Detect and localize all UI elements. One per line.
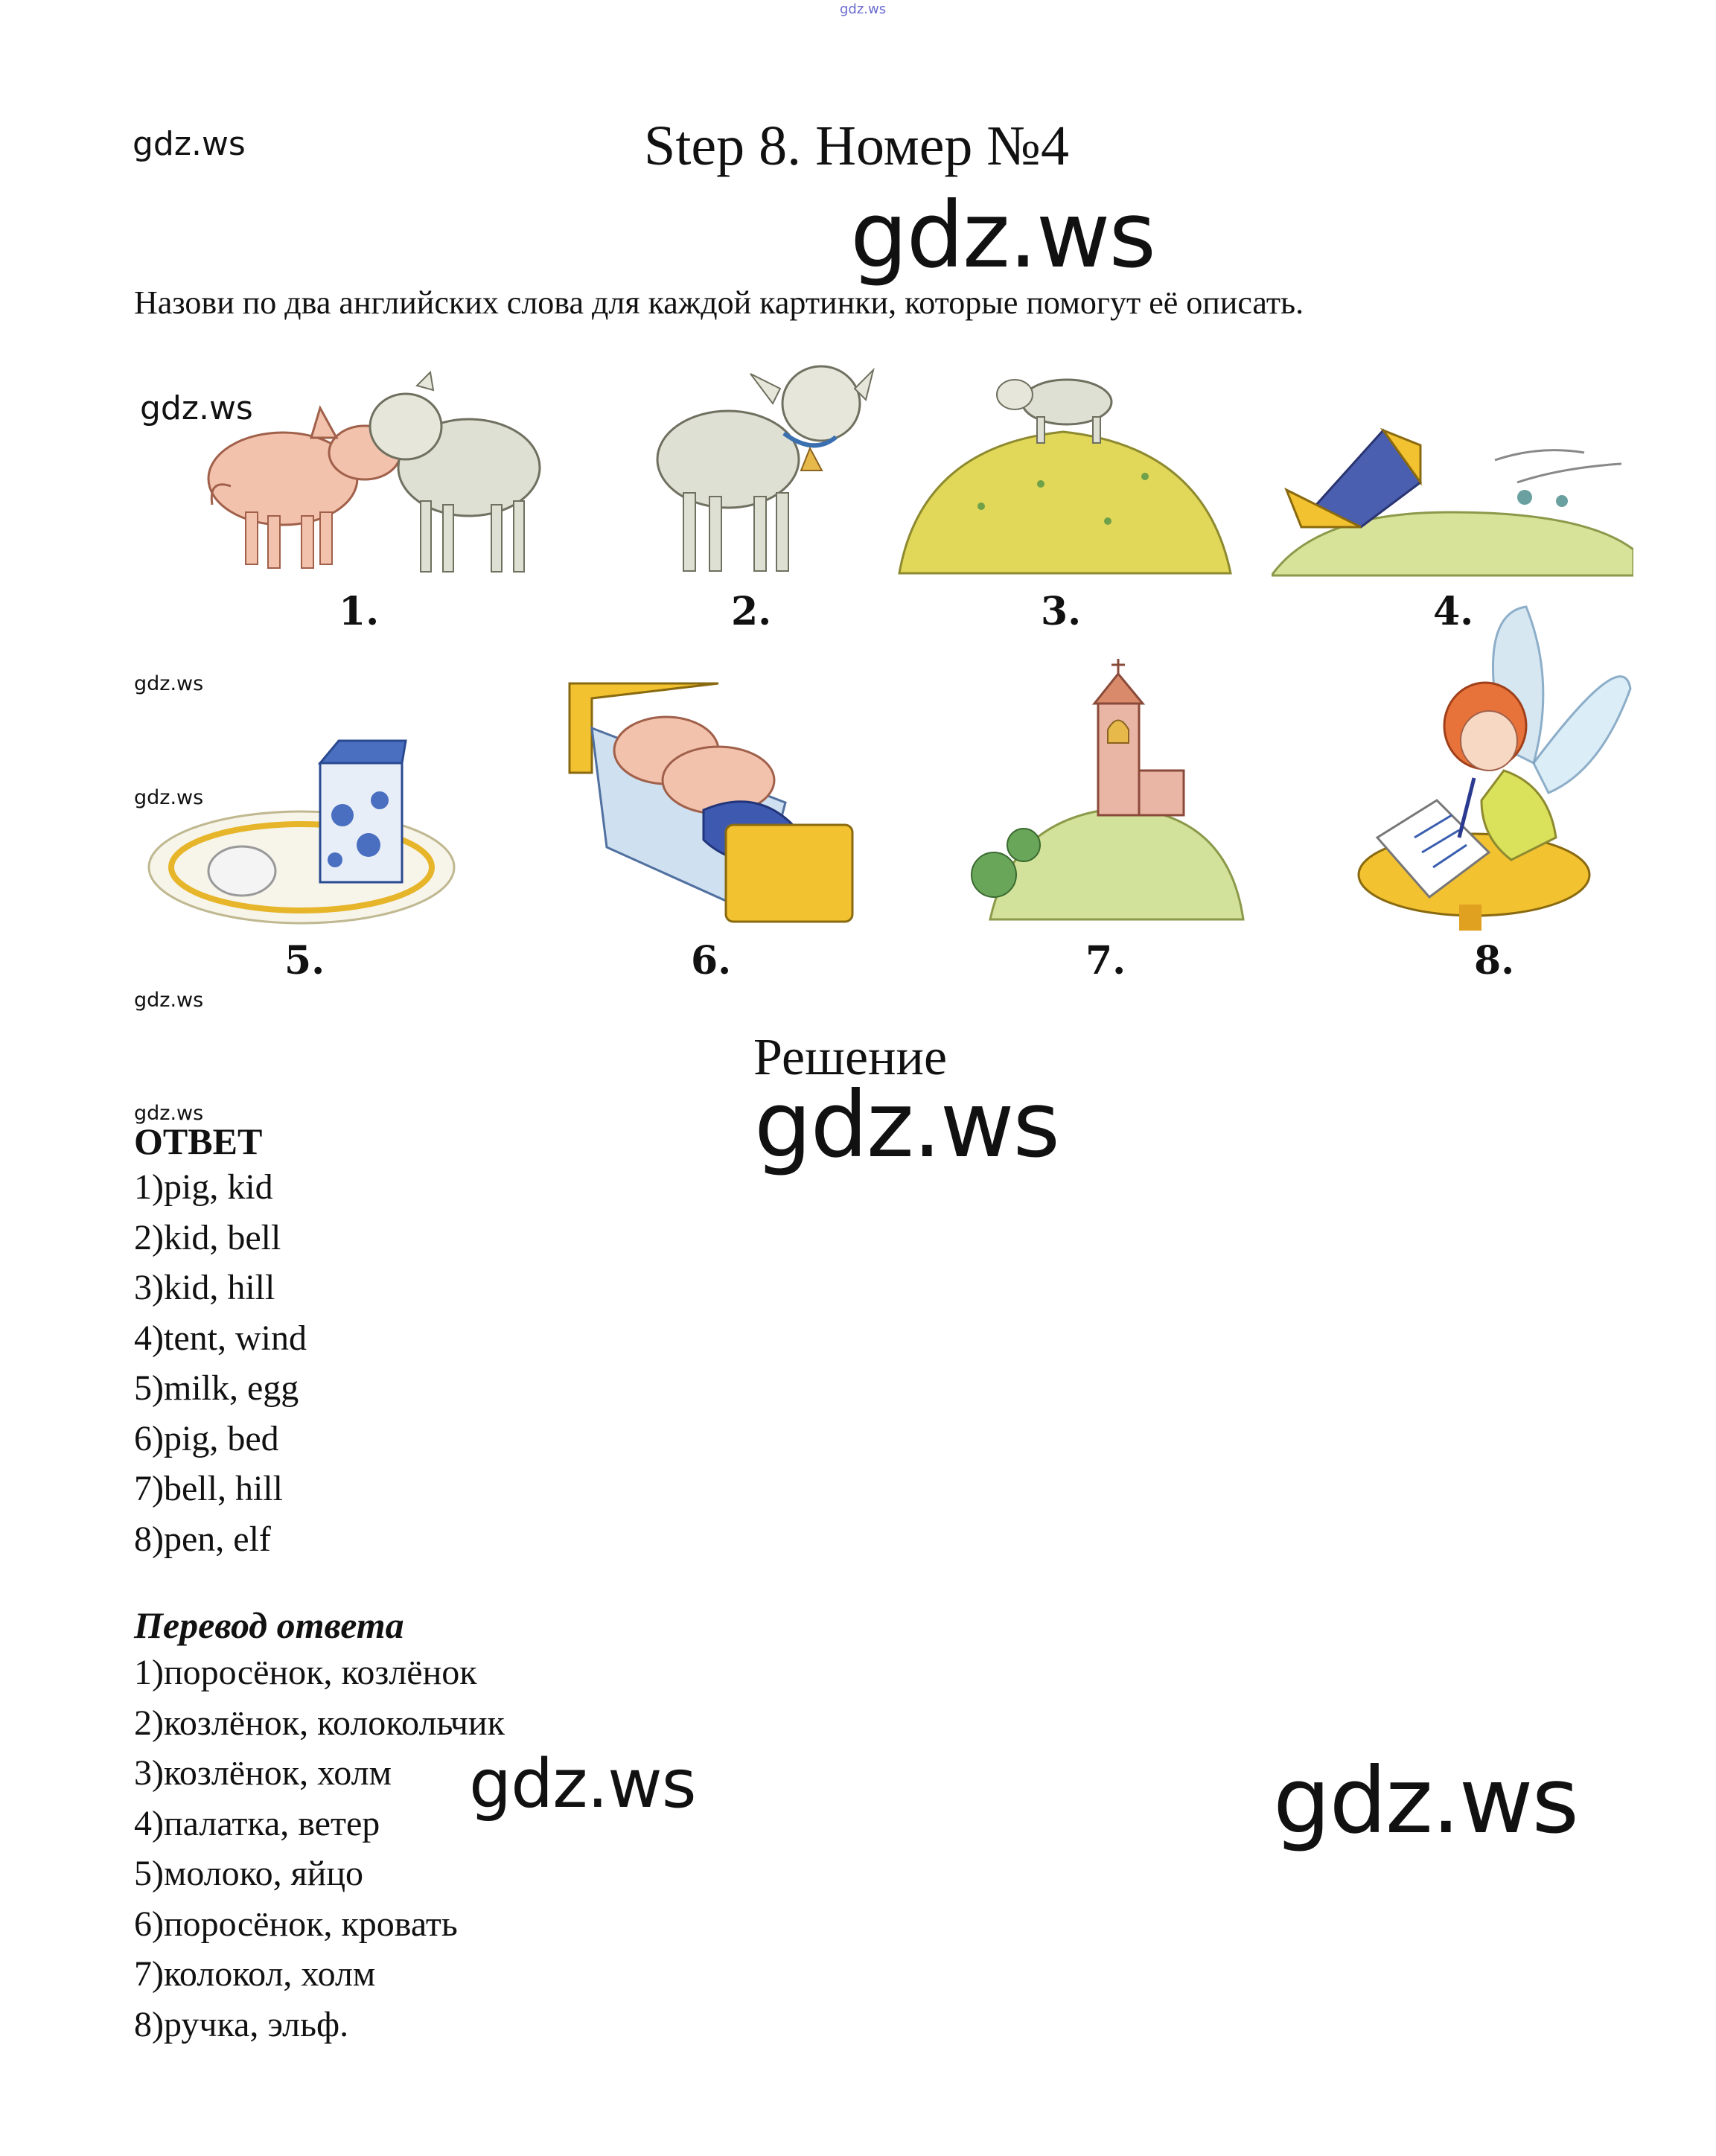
task-text: Назови по два английских слова для каждой картинки, которые помогут её описать.	[134, 284, 1304, 321]
kid-with-bell-icon	[631, 337, 877, 581]
picture-number-6: 6.	[691, 938, 732, 983]
answer-list	[134, 1162, 307, 1564]
answer-item: 4)tent, wind	[134, 1318, 307, 1358]
answer-item: 1)pig, kid	[134, 1167, 273, 1207]
picture-6	[562, 669, 860, 931]
answer-item: 7)bell, hill	[134, 1469, 283, 1508]
bell-tower-on-hill-icon	[960, 659, 1247, 931]
picture-4	[1272, 401, 1633, 579]
tent-in-wind-icon	[1272, 401, 1633, 579]
watermark-bottom-right: gdz.ws	[1273, 1748, 1578, 1854]
answer-item: 6)pig, bed	[134, 1418, 279, 1458]
elf-writing-icon	[1347, 599, 1634, 931]
picture-number-1: 1.	[339, 589, 380, 634]
translation-item: 4)палатка, ветер	[134, 1803, 380, 1843]
watermark-header: gdz.ws	[133, 125, 246, 163]
watermark-small-3: gdz.ws	[134, 989, 204, 1012]
picture-number-2: 2.	[731, 589, 772, 634]
picture-5	[145, 733, 462, 928]
translation-heading: Перевод ответа	[134, 1604, 404, 1646]
picture-2	[631, 337, 877, 581]
translation-item: 1)поросёнок, козлёнок	[134, 1653, 477, 1692]
translation-item: 3)козлёнок, холм	[134, 1753, 392, 1793]
translation-item: 6)поросёнок, кровать	[134, 1904, 458, 1944]
translation-item: 8)ручка, эльф.	[134, 2004, 349, 2044]
watermark-pics: gdz.ws	[140, 389, 253, 427]
answer-heading: ОТВЕТ	[134, 1120, 263, 1162]
kid-on-hill-icon	[892, 350, 1234, 579]
watermark-small-1: gdz.ws	[134, 672, 204, 695]
picture-number-5: 5.	[284, 938, 325, 983]
translation-list	[134, 1648, 505, 2050]
page-title: Step 8. Номер №4	[644, 115, 1069, 177]
watermark-top: gdz.ws	[840, 1, 887, 17]
watermark-bottom-mid: gdz.ws	[469, 1745, 696, 1823]
picture-7	[960, 659, 1247, 931]
answer-item: 3)kid, hill	[134, 1268, 275, 1307]
watermark-big-title: gdz.ws	[850, 182, 1155, 288]
answer-item: 8)pen, elf	[134, 1519, 271, 1559]
translation-item: 7)колокол, холм	[134, 1954, 376, 1994]
answer-item: 5)milk, egg	[134, 1368, 299, 1408]
pig-in-bed-icon	[562, 669, 860, 931]
picture-number-7: 7.	[1085, 938, 1126, 983]
answer-item: 2)kid, bell	[134, 1217, 281, 1257]
watermark-small-4: gdz.ws	[134, 1102, 204, 1125]
solution-heading: Решение	[753, 1029, 948, 1086]
watermark-big-solution: gdz.ws	[754, 1072, 1059, 1178]
watermark-small-2: gdz.ws	[134, 786, 204, 809]
picture-number-3: 3.	[1041, 589, 1082, 634]
picture-number-4: 4.	[1433, 589, 1474, 634]
picture-3	[892, 350, 1234, 579]
translation-item: 5)молоко, яйцо	[134, 1854, 364, 1893]
translation-item: 2)козлёнок, колокольчик	[134, 1703, 505, 1743]
picture-number-8: 8.	[1474, 938, 1515, 983]
milk-and-egg-icon	[145, 733, 462, 928]
picture-8	[1347, 599, 1634, 931]
